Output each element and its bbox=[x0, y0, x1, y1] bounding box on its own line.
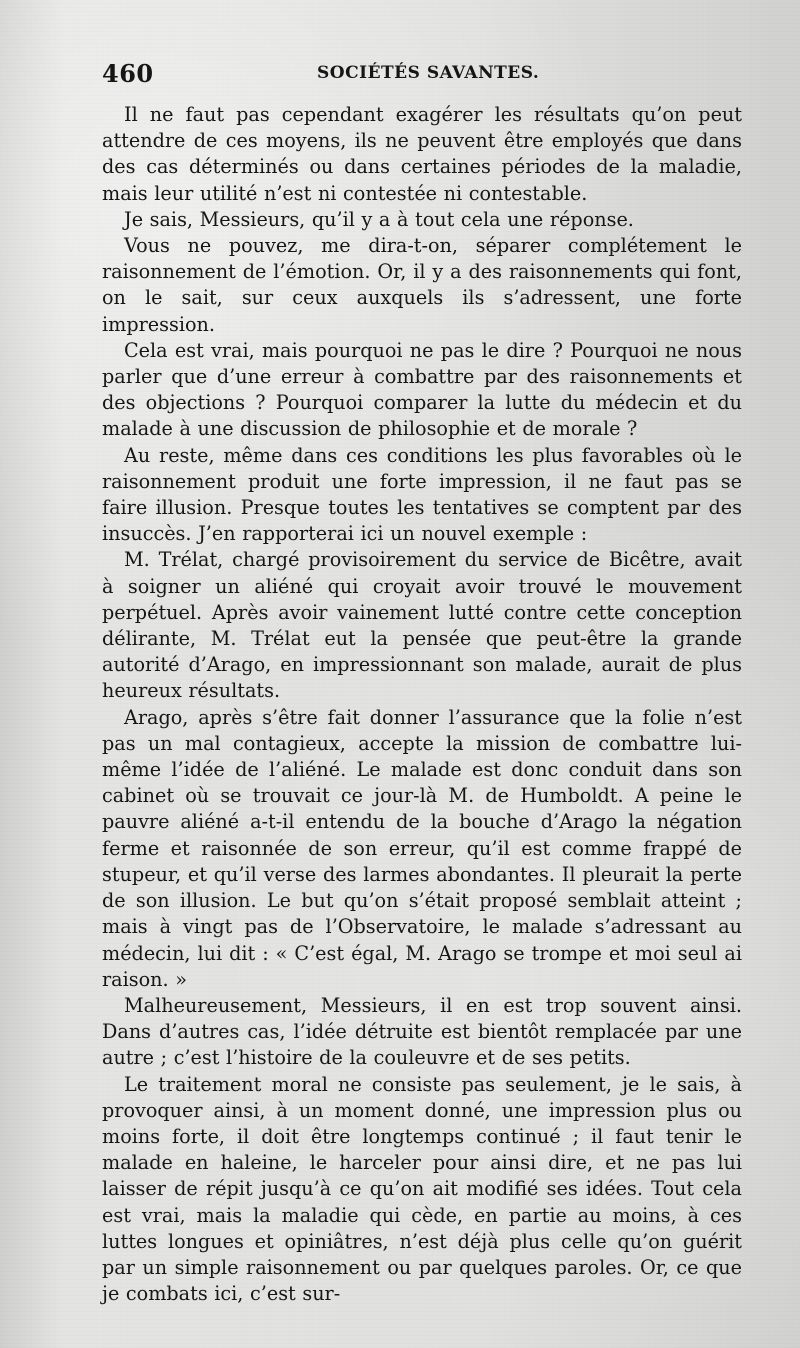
page-header bbox=[102, 59, 738, 93]
running-head: SOCIÉTÉS SAVANTES. bbox=[317, 63, 540, 83]
page-number: 460 bbox=[102, 59, 154, 88]
paragraph-3: Vous ne pouvez, me dira-t-on, séparer complétement le raisonnement de l’émotion. Or, il y a des raisonnements qui font, on le sait, sur ceux auxquels ils s’adressent, une forte impression. bbox=[102, 234, 742, 336]
paragraph-8: Malheureusement, Messieurs, il en est trop souvent ainsi. Dans d’autres cas, l’idée détruite est bientôt remplacée par une autre ; c’est l’histoire de la couleuvre et de ses petits. bbox=[102, 993, 742, 1070]
paragraph-2: Je sais, Messieurs, qu’il y a à tout cela une réponse. bbox=[124, 207, 634, 231]
paragraph-9: Le traitement moral ne consiste pas seulement, je le sais, à provoquer ainsi, à un moment donné, une impression plus ou moins forte, il doit être longtemps continué ; il faut tenir le malade en haleine, le harceler pour ainsi dire, et ne pas lui laisser de répit jusqu’à ce qu’on ait modifié ses idées. Tout cela est vrai, mais la maladie qui cède, en partie au moins, à ces luttes longues et opiniâtres, n’est déjà plus celle qu’on guérit par un simple raisonnement ou par quelques paroles. Or, ce que je combats ici, c’est sur- bbox=[102, 1072, 742, 1306]
paragraph-6: M. Trélat, chargé provisoirement du service de Bicêtre, avait à soigner un aliéné qui croyait avoir trouvé le mouvement perpétuel. Après avoir vainement lutté contre cette conception délirante, M. Trélat eut la pensée que peut-être la grande autorité d’Arago, en impressionnant son malade, aurait de plus heureux résultats. bbox=[102, 548, 742, 703]
body-text bbox=[102, 102, 742, 1307]
paragraph-1: Il ne faut pas cependant exagérer les résultats qu’on peut attendre de ces moyens, ils ne peuvent être employés que dans des cas déterminés ou dans certaines périodes de la maladie, mais leur utilité n’est ni contestée ni contestable. bbox=[102, 103, 742, 205]
paragraph-7: Arago, après s’être fait donner l’assurance que la folie n’est pas un mal contagieux, accepte la mission de combattre lui-même l’idée de l’aliéné. Le malade est donc conduit dans son cabinet où se trouvait ce jour-là M. de Humboldt. A peine le pauvre aliéné a-t-il entendu de la bouche d’Arago la négation ferme et raisonnée de son erreur, qu’il est comme frappé de stupeur, et qu’il verse des larmes abondantes. Il pleurait la perte de son illusion. Le but qu’on s’était proposé semblait atteint ; mais à vingt pas de l’Observatoire, le malade s’adressant au médecin, lui dit : « C’est égal, M. Arago se trompe et moi seul ai raison. » bbox=[102, 705, 742, 991]
paragraph-5: Au reste, même dans ces conditions les plus favorables où le raisonnement produit une forte impression, il ne faut pas se faire illusion. Presque toutes les tentatives se comptent par des insuccès. J’en rapporterai ici un nouvel exemple : bbox=[102, 443, 742, 546]
paragraph-4: Cela est vrai, mais pourquoi ne pas le dire ? Pourquoi ne nous parler que d’une erreur à combattre par des raisonnements et des objections ? Pourquoi comparer la lutte du médecin et du malade à une discussion de philosophie et de morale ? bbox=[102, 338, 742, 441]
